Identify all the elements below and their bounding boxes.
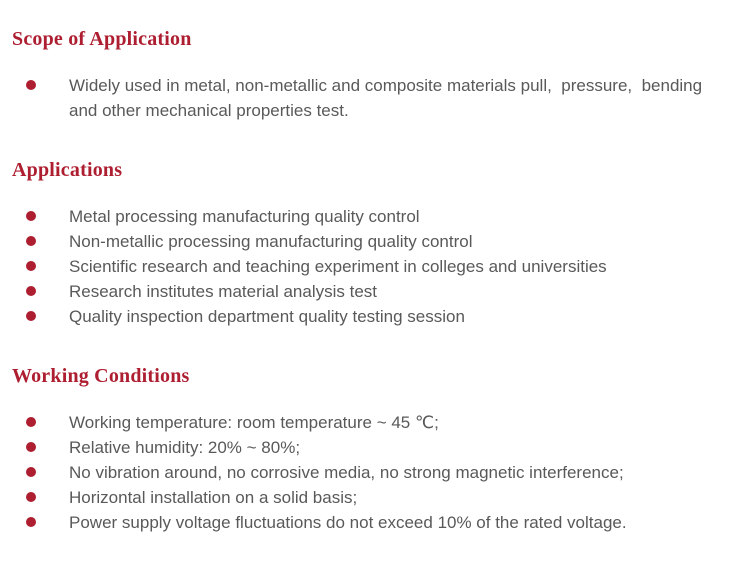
section-title: Scope of Application: [12, 28, 192, 50]
list-item: [26, 304, 720, 329]
bullet-list: [12, 73, 720, 123]
list-item: [26, 254, 720, 279]
bullet-icon: [26, 492, 36, 502]
bullet-icon: [26, 517, 36, 527]
list-item-text: No vibration around, no corrosive media, no strong magnetic interference;: [69, 463, 624, 482]
list-item: [26, 460, 720, 485]
list-item-text: Relative humidity: 20% ~ 80%;: [69, 438, 301, 457]
section-working-conditions: [12, 363, 720, 535]
list-item: [26, 485, 720, 510]
bullet-icon: [26, 417, 36, 427]
list-item-text: Widely used in metal, non-metallic and composite materials pull, pressure, bending and other mechanical properties test.: [69, 76, 707, 120]
section-title: Applications: [12, 159, 123, 181]
bullet-icon: [26, 311, 36, 321]
bullet-list: [12, 204, 720, 329]
bullet-icon: [26, 286, 36, 296]
list-item-text: Power supply voltage fluctuations do not exceed 10% of the rated voltage.: [69, 513, 627, 532]
bullet-icon: [26, 236, 36, 246]
list-item: [26, 204, 720, 229]
list-item-text: Research institutes material analysis test: [69, 282, 378, 301]
list-item: [26, 510, 720, 535]
section-applications: [12, 157, 720, 329]
list-item-text: Scientific research and teaching experiment in colleges and universities: [69, 257, 607, 276]
list-item-text: Metal processing manufacturing quality control: [69, 207, 420, 226]
list-item: [26, 410, 720, 435]
bullet-icon: [26, 467, 36, 477]
bullet-icon: [26, 211, 36, 221]
list-item: [26, 229, 720, 254]
bullet-icon: [26, 80, 36, 90]
section-title: Working Conditions: [12, 365, 190, 387]
list-item: [26, 73, 720, 123]
list-item-text: Horizontal installation on a solid basis;: [69, 488, 358, 507]
list-item-text: Non-metallic processing manufacturing quality control: [69, 232, 473, 251]
list-item: [26, 435, 720, 460]
bullet-icon: [26, 261, 36, 271]
bullet-icon: [26, 442, 36, 452]
list-item-text: Working temperature: room temperature ~ 45 ℃;: [69, 413, 439, 432]
list-item-text: Quality inspection department quality testing session: [69, 307, 465, 326]
list-item: [26, 279, 720, 304]
bullet-list: [12, 410, 720, 535]
section-scope-of-application: [12, 26, 720, 123]
